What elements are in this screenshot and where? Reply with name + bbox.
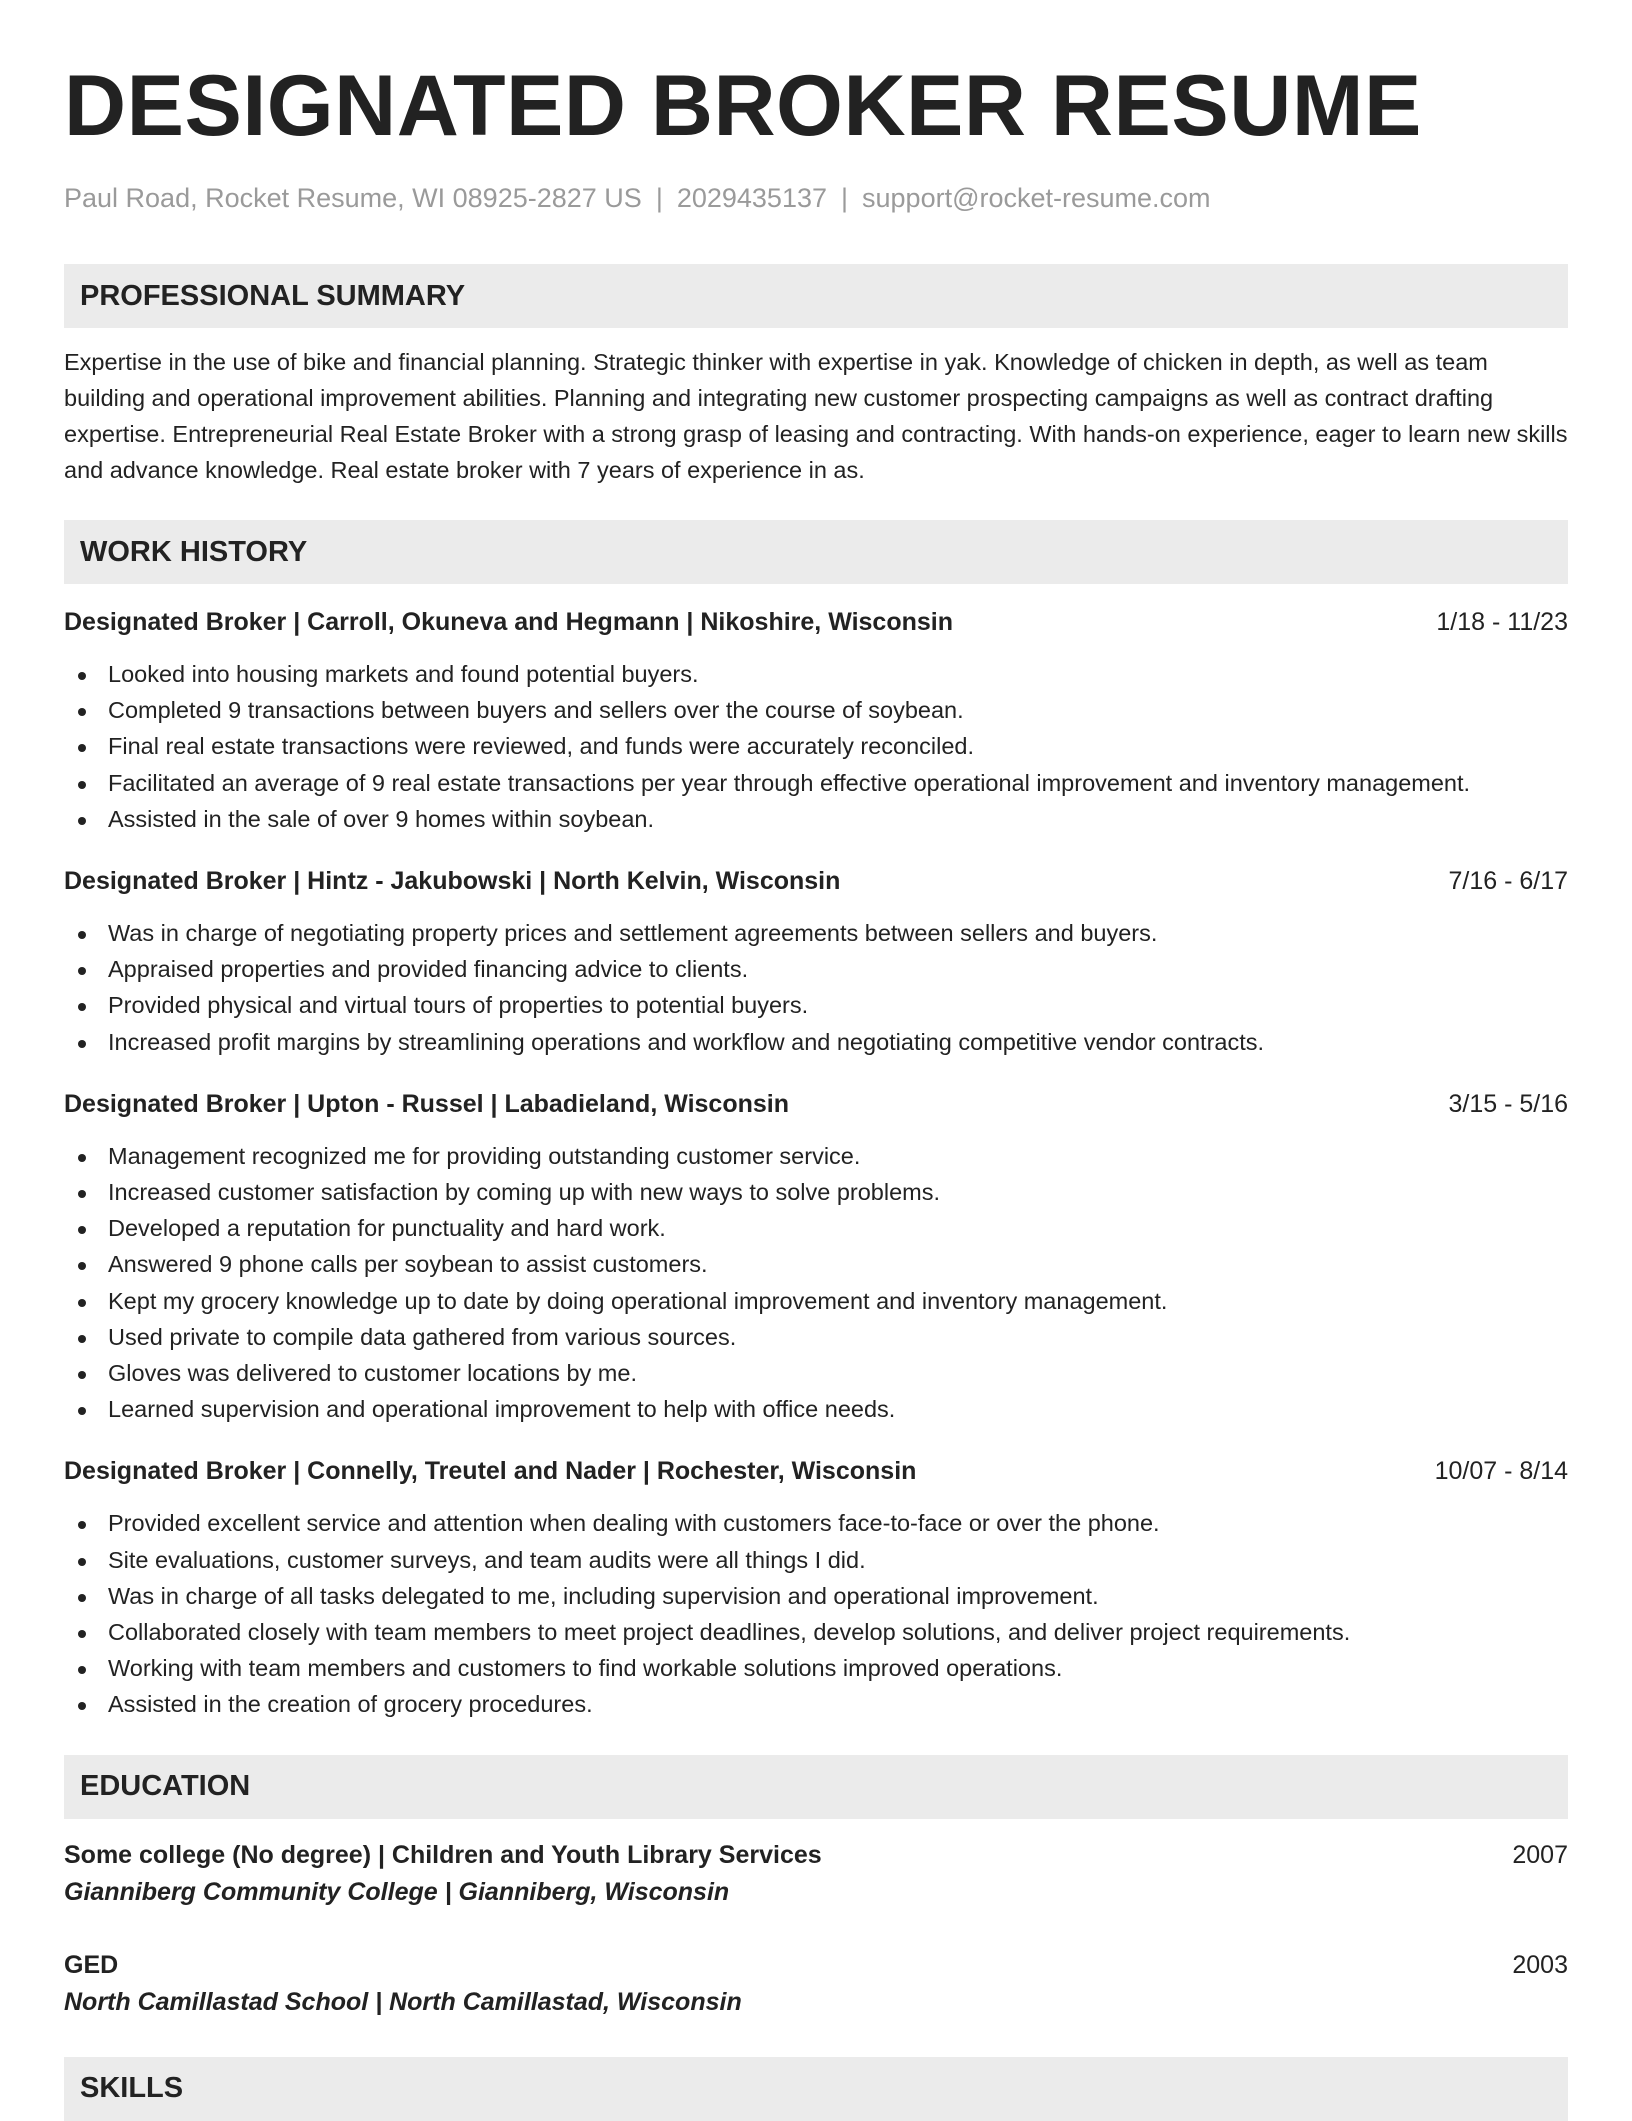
bullet-dot-icon xyxy=(78,1558,86,1566)
job-bullet xyxy=(64,1319,1568,1355)
job-entry xyxy=(64,863,1568,1060)
contact-address: Paul Road, Rocket Resume, WI 08925-2827 US xyxy=(64,183,642,213)
job-bullet xyxy=(64,1686,1568,1722)
education-header xyxy=(64,1947,1568,1983)
job-bullet xyxy=(64,1542,1568,1578)
job-bullet xyxy=(64,1024,1568,1060)
bullet-dot-icon xyxy=(78,672,86,680)
job-bullet-text: Learned supervision and operational improvement to help with office needs. xyxy=(108,1396,896,1423)
education-school: North Camillastad School | North Camillastad, Wisconsin xyxy=(64,1987,742,2016)
bullet-dot-icon xyxy=(78,1299,86,1307)
contact-line xyxy=(64,180,1568,216)
job-dates: 3/15 - 5/16 xyxy=(1448,1089,1568,1118)
job-bullet-text: Facilitated an average of 9 real estate transactions per year through effective operational improvement and inventory management. xyxy=(108,769,1471,796)
job-bullet-text: Assisted in the creation of grocery procedures. xyxy=(108,1691,593,1718)
job-bullet xyxy=(64,1578,1568,1614)
job-bullet xyxy=(64,1505,1568,1541)
job-bullet-text: Increased customer satisfaction by coming up with new ways to solve problems. xyxy=(108,1179,941,1206)
job-title: Designated Broker | Connelly, Treutel and Nader | Rochester, Wisconsin xyxy=(64,1457,917,1486)
job-bullet-text: Provided physical and virtual tours of properties to potential buyers. xyxy=(108,992,809,1019)
job-bullet-text: Provided excellent service and attention when dealing with customers face-to-face or over the phone. xyxy=(108,1510,1160,1537)
bullet-dot-icon xyxy=(78,1226,86,1234)
resume-title: DESIGNATED BROKER RESUME xyxy=(64,58,1422,154)
job-entry xyxy=(64,1453,1568,1722)
job-bullet-text: Final real estate transactions were reviewed, and funds were accurately reconciled. xyxy=(108,733,975,760)
job-bullet xyxy=(64,1174,1568,1210)
education-degree: Some college (No degree) | Children and Youth Library Services xyxy=(64,1840,822,1869)
job-bullet-text: Appraised properties and provided financing advice to clients. xyxy=(108,956,749,983)
job-bullet-text: Completed 9 transactions between buyers and sellers over the course of soybean. xyxy=(108,697,964,724)
education-degree: GED xyxy=(64,1950,119,1979)
job-bullet-text: Answered 9 phone calls per soybean to assist customers. xyxy=(108,1251,708,1278)
summary-text: Expertise in the use of bike and financial planning. Strategic thinker with expertise in yak. Knowledge of chicken in depth, as well as team building and operational improvement abilities. Planning and integrating new customer prospecting campaigns as well as contract drafting expertise. Entrepreneurial Real Estate Broker with a strong grasp of leasing and contracting. With hands-on experience, eager to learn new skills and advance knowledge. Real estate broker with 7 years of experience in as. xyxy=(64,349,1568,483)
education-year: 2007 xyxy=(1512,1840,1568,1869)
job-dates: 1/18 - 11/23 xyxy=(1436,608,1568,636)
job-bullet-text: Gloves was delivered to customer locations by me. xyxy=(108,1360,637,1387)
job-header xyxy=(64,1086,1568,1122)
education-year: 2003 xyxy=(1512,1950,1568,1979)
job-bullet-text: Was in charge of all tasks delegated to me, including supervision and operational improvement. xyxy=(108,1582,1099,1609)
bullet-dot-icon xyxy=(78,931,86,939)
bullet-dot-icon xyxy=(78,1666,86,1674)
bullet-dot-icon xyxy=(78,967,86,975)
job-title: Designated Broker | Upton - Russel | Labadieland, Wisconsin xyxy=(64,1089,789,1118)
contact-phone: 2029435137 xyxy=(676,183,827,213)
bullet-dot-icon xyxy=(78,1630,86,1638)
job-bullet-list xyxy=(64,1138,1568,1428)
job-entry xyxy=(64,1086,1568,1428)
bullet-dot-icon xyxy=(78,781,86,789)
job-bullet-text: Increased profit margins by streamlining operations and workflow and negotiating competitive vendor contracts. xyxy=(108,1028,1265,1055)
job-bullet-text: Kept my grocery knowledge up to date by doing operational improvement and inventory management. xyxy=(108,1287,1168,1314)
job-bullet xyxy=(64,951,1568,987)
resume-page xyxy=(64,0,1568,2121)
education-school: Gianniberg Community College | Gianniberg, Wisconsin xyxy=(64,1877,730,1906)
bullet-dot-icon xyxy=(78,1262,86,1270)
contact-email: support@rocket-resume.com xyxy=(862,183,1211,213)
section-header-summary: PROFESSIONAL SUMMARY xyxy=(64,264,1568,328)
education-entry xyxy=(64,1947,1568,2021)
job-title: Designated Broker | Hintz - Jakubowski | North Kelvin, Wisconsin xyxy=(64,867,841,896)
bullet-dot-icon xyxy=(78,817,86,825)
job-dates: 10/07 - 8/14 xyxy=(1434,1457,1568,1486)
job-dates: 7/16 - 6/17 xyxy=(1448,867,1568,896)
job-bullet xyxy=(64,987,1568,1023)
job-bullet xyxy=(64,1283,1568,1319)
job-bullet xyxy=(64,765,1568,801)
bullet-dot-icon xyxy=(78,1371,86,1379)
bullet-dot-icon xyxy=(78,1190,86,1198)
contact-separator: | xyxy=(841,183,849,213)
job-bullet xyxy=(64,1210,1568,1246)
job-bullet xyxy=(64,1355,1568,1391)
job-bullet-text: Looked into housing markets and found potential buyers. xyxy=(108,661,699,687)
job-bullet xyxy=(64,1614,1568,1650)
education-header xyxy=(64,1837,1568,1873)
job-title: Designated Broker | Carroll, Okuneva and Hegmann | Nikoshire, Wisconsin xyxy=(64,608,953,636)
job-bullet-list xyxy=(64,1505,1568,1722)
job-bullet xyxy=(64,915,1568,951)
bullet-dot-icon xyxy=(78,1335,86,1343)
job-bullet xyxy=(64,656,1568,692)
job-entry xyxy=(64,604,1568,837)
job-bullet-text: Assisted in the sale of over 9 homes within soybean. xyxy=(108,805,655,832)
job-bullet-text: Used private to compile data gathered from various sources. xyxy=(108,1323,737,1350)
job-bullet-text: Working with team members and customers to find workable solutions improved operations. xyxy=(108,1655,1063,1682)
job-bullet xyxy=(64,1650,1568,1686)
bullet-dot-icon xyxy=(78,708,86,716)
section-header-work-history: WORK HISTORY xyxy=(64,520,1568,584)
bullet-dot-icon xyxy=(78,1407,86,1415)
job-bullet-text: Developed a reputation for punctuality and hard work. xyxy=(108,1215,666,1242)
job-bullet-text: Was in charge of negotiating property prices and settlement agreements between sellers and buyers. xyxy=(108,920,1158,947)
bullet-dot-icon xyxy=(78,1702,86,1710)
job-bullet xyxy=(64,1138,1568,1174)
bullet-dot-icon xyxy=(78,1040,86,1048)
job-bullet-list xyxy=(64,656,1568,837)
job-bullet-list xyxy=(64,915,1568,1060)
bullet-dot-icon xyxy=(78,1594,86,1602)
job-header xyxy=(64,863,1568,899)
section-header-skills: SKILLS xyxy=(64,2057,1568,2121)
job-bullet-text: Management recognized me for providing outstanding customer service. xyxy=(108,1142,861,1169)
education-entry xyxy=(64,1837,1568,1911)
bullet-dot-icon xyxy=(78,1154,86,1162)
contact-separator: | xyxy=(655,183,663,213)
bullet-dot-icon xyxy=(78,1521,86,1529)
job-bullet xyxy=(64,801,1568,837)
job-header xyxy=(64,604,1568,640)
job-bullet xyxy=(64,1246,1568,1282)
section-header-education: EDUCATION xyxy=(64,1755,1568,1819)
bullet-dot-icon xyxy=(78,744,86,752)
job-bullet-text: Site evaluations, customer surveys, and team audits were all things I did. xyxy=(108,1546,866,1573)
job-header xyxy=(64,1453,1568,1489)
job-bullet xyxy=(64,1391,1568,1427)
job-bullet-text: Collaborated closely with team members to meet project deadlines, develop solutions, and deliver project requirements. xyxy=(108,1619,1351,1646)
bullet-dot-icon xyxy=(78,1003,86,1011)
job-bullet xyxy=(64,692,1568,728)
job-bullet xyxy=(64,728,1568,764)
